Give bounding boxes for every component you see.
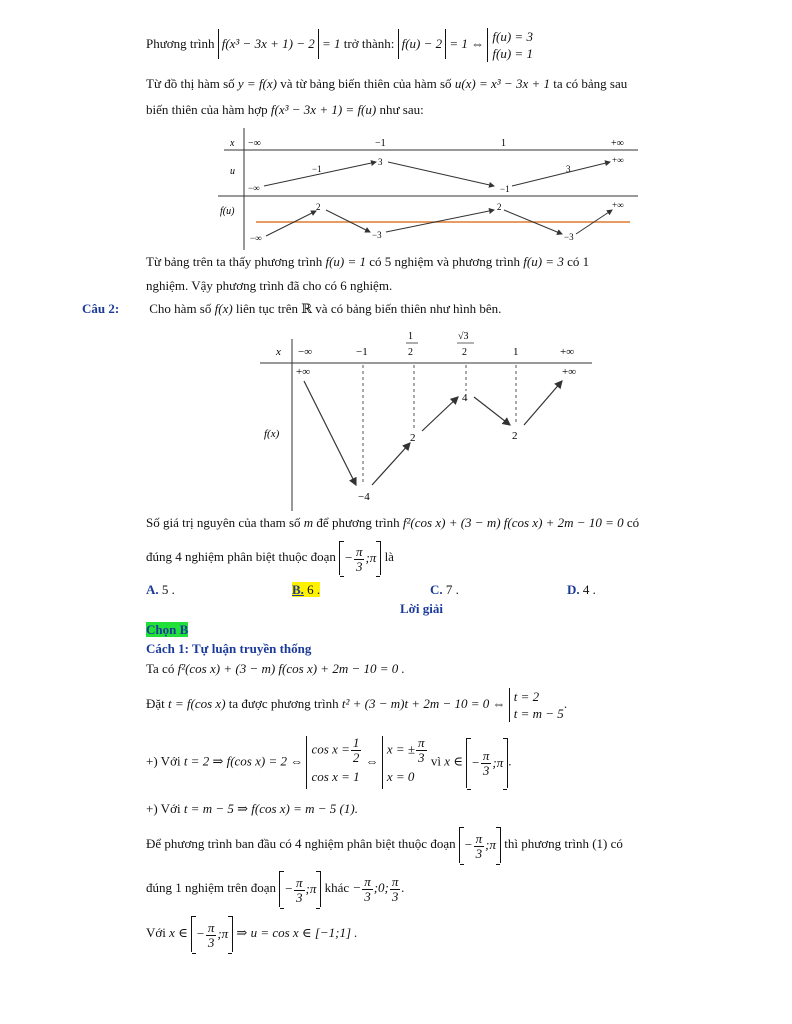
text: đúng 4 nghiệm phân biệt thuộc đoạn [146,549,336,564]
variation-table-1 [218,128,638,250]
option-value: 7 . [445,582,459,597]
math: . [401,880,405,895]
text: Từ bảng trên ta thấy phương trình [146,254,323,269]
t2-x-1: −1 [356,346,368,358]
intro-line-1 [146,28,533,62]
text: Số giá trị nguyên của tham số [146,515,301,530]
math: t² + (3 − m)t + 2m − 10 = 0 ⇔ [341,696,506,711]
t2-arrow-3 [422,397,458,431]
solution-step-6 [146,870,405,907]
text: +) Với [146,753,181,769]
fraction [474,832,485,861]
math: ;π [305,881,317,897]
math: f(x³ − 3x + 1) = f(u) [270,102,377,117]
interval-bracket [191,916,233,952]
solution-choice [146,621,188,639]
den: 3 [207,934,215,950]
math: ;π [485,837,496,853]
t1-u-5: +∞ [612,155,624,165]
math: x ∈ [444,753,463,769]
solution-step-5 [146,826,623,863]
option-value: 5 . [161,582,175,597]
t1-f-arrow-1 [266,211,316,236]
case-bracket [487,28,533,62]
option-c[interactable] [430,581,459,599]
method-title: Cách 1: Tự luận truyền thống [146,641,312,656]
t1-u-0: −∞ [248,183,260,193]
t1-x-0: −∞ [248,138,261,149]
eq2-mid: = 1 ⇔ [449,35,485,51]
t1-fu-label: f(u) [220,206,235,217]
case: x = ± [386,741,416,757]
solution-step-7 [146,915,358,952]
math: t = 2 ⇒ f(cos x) = 2 ⇔ [183,753,304,769]
t1-f-arrow-2 [326,210,370,232]
t2-f-1: −4 [358,491,370,503]
den: 3 [475,845,483,861]
eq2-left: f(u) − 2 [401,35,443,51]
math: m [303,515,314,530]
eq-left: f(x³ − 3x + 1) − 2 [221,35,315,51]
interval-bracket [279,871,321,907]
num: π [207,919,215,935]
fraction [294,876,305,905]
text: đúng 1 nghiệm trên đoạn [146,880,276,895]
t1-u-arrow-3 [512,162,610,186]
solution-step-4 [146,800,358,818]
after-table1-line-1 [146,253,589,271]
text: Đặt [146,696,165,711]
t1-u-2: 3 [378,157,383,167]
math: . [508,753,512,769]
num: π [296,874,303,890]
t1-f-arrow-3 [386,210,494,232]
math: − [463,837,473,853]
option-d[interactable] [567,581,596,599]
math: . [563,696,568,711]
text: Từ đồ thị hàm số [146,76,235,91]
text: Với [146,925,166,940]
case: t = m − 5 [513,706,564,722]
text: nghiệm. Vậy phương trình đã cho có 6 nghiệm. [146,278,393,293]
interval-bracket [466,738,508,788]
math: f(u) = 1 [325,254,367,269]
option-value: 4 . [582,582,596,597]
case: cos x = [311,741,350,757]
t2-arrow-5 [524,381,562,425]
t1-u-arrow-2 [388,162,494,186]
solution-title: Lời giải [400,601,443,616]
num: π [482,748,490,764]
math: x ∈ [169,925,188,940]
math: − [352,880,362,895]
t2-x-0: −∞ [298,346,313,358]
t2-x-2-den: 2 [408,347,413,358]
t2-f-0: +∞ [296,366,311,378]
t1-u-3: −1 [500,184,510,194]
text: Để phương trình ban đầu có 4 nghiệm phân biệt thuộc đoạn [146,836,456,851]
math: − [471,754,480,770]
text: ta được phương trình [228,696,339,711]
t2-arrow-4 [474,397,510,425]
case-bracket [509,688,564,722]
num: π [355,543,363,559]
option-letter: C. [430,582,443,597]
num: π [475,830,483,846]
t1-x-label: x [230,138,235,149]
case-2: f(u) = 1 [492,46,533,61]
problem-line-1 [146,514,639,532]
t2-f-5: +∞ [562,366,577,378]
option-letter: B. [292,582,304,597]
t2-arrow-1 [304,381,356,485]
math: ;π [492,754,504,770]
case-bracket [306,736,362,789]
t2-x-3-num: √3 [458,331,469,342]
solution-step-3: +) Với t = 2 ⇒ f(cos x) = 2 ⇔ cos x = $\frac{1}{2}$ cos x = 1 ⇔ x = ± $\frac{\pi}{3}$ x = 0 vì x ∈ − $\frac{\pi}{3}$ ;π . [146,736,511,789]
t2-x-4: 1 [513,346,519,358]
num: 1 [352,735,360,750]
math: f²(cos x) + (3 − m) f(cos x) + 2m − 10 = 0 . [177,661,405,676]
math: ;π [365,550,377,566]
intro-text: Phương trình [146,35,215,51]
t2-f-3: 4 [462,392,468,404]
intro-line-3 [146,101,424,119]
after-table1-line-2 [146,277,392,295]
text: ta có bảng sau [553,76,628,91]
choice-badge: Chọn B [146,622,189,637]
t1-u-1: −1 [312,164,322,174]
intro-line-2 [146,75,627,93]
text: và từ bảng biến thiên của hàm số [280,76,452,91]
math: − [196,926,205,942]
fraction [362,875,373,904]
den: 3 [364,888,371,904]
t1-f-3: 2 [497,202,502,212]
equation-abs-2 [398,29,447,59]
option-a[interactable] [146,581,175,599]
t2-x-label: x [276,346,281,358]
text: Cho hàm số [149,301,212,316]
t1-f-5: +∞ [612,200,624,210]
math: − [344,550,353,566]
t1-x-1: −1 [375,138,386,149]
math: [−1;1] . [314,925,358,940]
text: như sau: [379,102,424,117]
num: π [418,735,425,750]
intro-text-2: trở thành: [343,35,395,51]
math: f(x) [214,301,233,316]
t2-x-5: +∞ [560,346,575,358]
fraction [351,736,362,765]
question-line [82,300,501,318]
question-label: Câu 2: [82,301,120,316]
den: 2 [352,750,360,765]
case: x = 0 [386,769,415,784]
t1-u-4: 3 [566,164,571,174]
den: 3 [418,750,425,765]
interval-bracket [459,827,501,863]
fraction [354,545,365,574]
text: có 5 nghiệm và phương trình [369,254,521,269]
text: liên tục trên ℝ và có bảng biến thiên như hình bên. [235,301,502,316]
num: π [391,873,399,889]
option-letter: A. [146,582,159,597]
math: ⇒ u = cos x ∈ [236,925,312,940]
t2-f-2: 2 [410,432,416,444]
solution-step-1 [146,660,405,678]
problem-line-2 [146,540,394,575]
text: có 1 [567,254,590,269]
t2-arrow-2 [372,443,410,485]
math: t = m − 5 ⇒ f(cos x) = m − 5 (1). [183,801,358,816]
den: 3 [391,888,399,904]
solution-step-2 [146,686,567,722]
interval-bracket [339,541,381,575]
text: thì phương trình (1) có [504,836,623,851]
t1-f-1: 2 [316,202,321,212]
variation-table-2 [258,325,594,511]
math: f²(cos x) + (3 − m) f(cos x) + 2m − 10 = 0 [402,515,624,530]
text: biến thiên của hàm hợp [146,102,268,117]
text: Ta có [146,661,175,676]
option-value: 6 . [307,582,321,597]
math: y = f(x) [237,76,277,91]
option-letter: D. [567,582,580,597]
num: π [364,873,371,889]
math: u(x) = x³ − 3x + 1 [454,76,550,91]
math: ;0; [373,880,389,895]
text: có [626,515,640,530]
text: là [384,549,394,564]
t2-x-2-num: 1 [408,331,413,342]
text: +) Với [146,801,181,816]
case-1: f(u) = 3 [492,29,533,44]
text: khác [324,880,350,895]
t1-x-2: 1 [501,138,506,149]
case: cos x = 1 [311,769,360,784]
case: t = 2 [513,689,540,705]
math: t = f(cos x) [168,696,226,711]
t1-f-4: −3 [564,232,574,242]
math: − [284,881,294,897]
den: 3 [482,763,490,779]
math: ;π [217,926,229,942]
fraction [206,921,217,950]
t2-x-3-den: 2 [462,347,467,358]
fraction [390,875,401,904]
den: 3 [296,889,303,905]
text: để phương trình [316,515,400,530]
t2-f-4: 2 [512,430,518,442]
t1-f-2: −3 [372,230,382,240]
den: 3 [355,558,363,574]
t2-fx-label: f(x) [264,428,280,440]
equation-abs [218,29,319,59]
math: f(u) = 3 [523,254,564,269]
t1-u-label: u [230,166,235,177]
text: vì [430,753,441,769]
fraction [416,736,427,765]
t1-f-0: −∞ [250,233,262,243]
eq-right: = 1 [321,35,341,51]
option-b[interactable] [292,581,320,599]
t1-x-3: +∞ [611,138,624,149]
fraction [481,749,492,778]
case-bracket [382,736,428,789]
